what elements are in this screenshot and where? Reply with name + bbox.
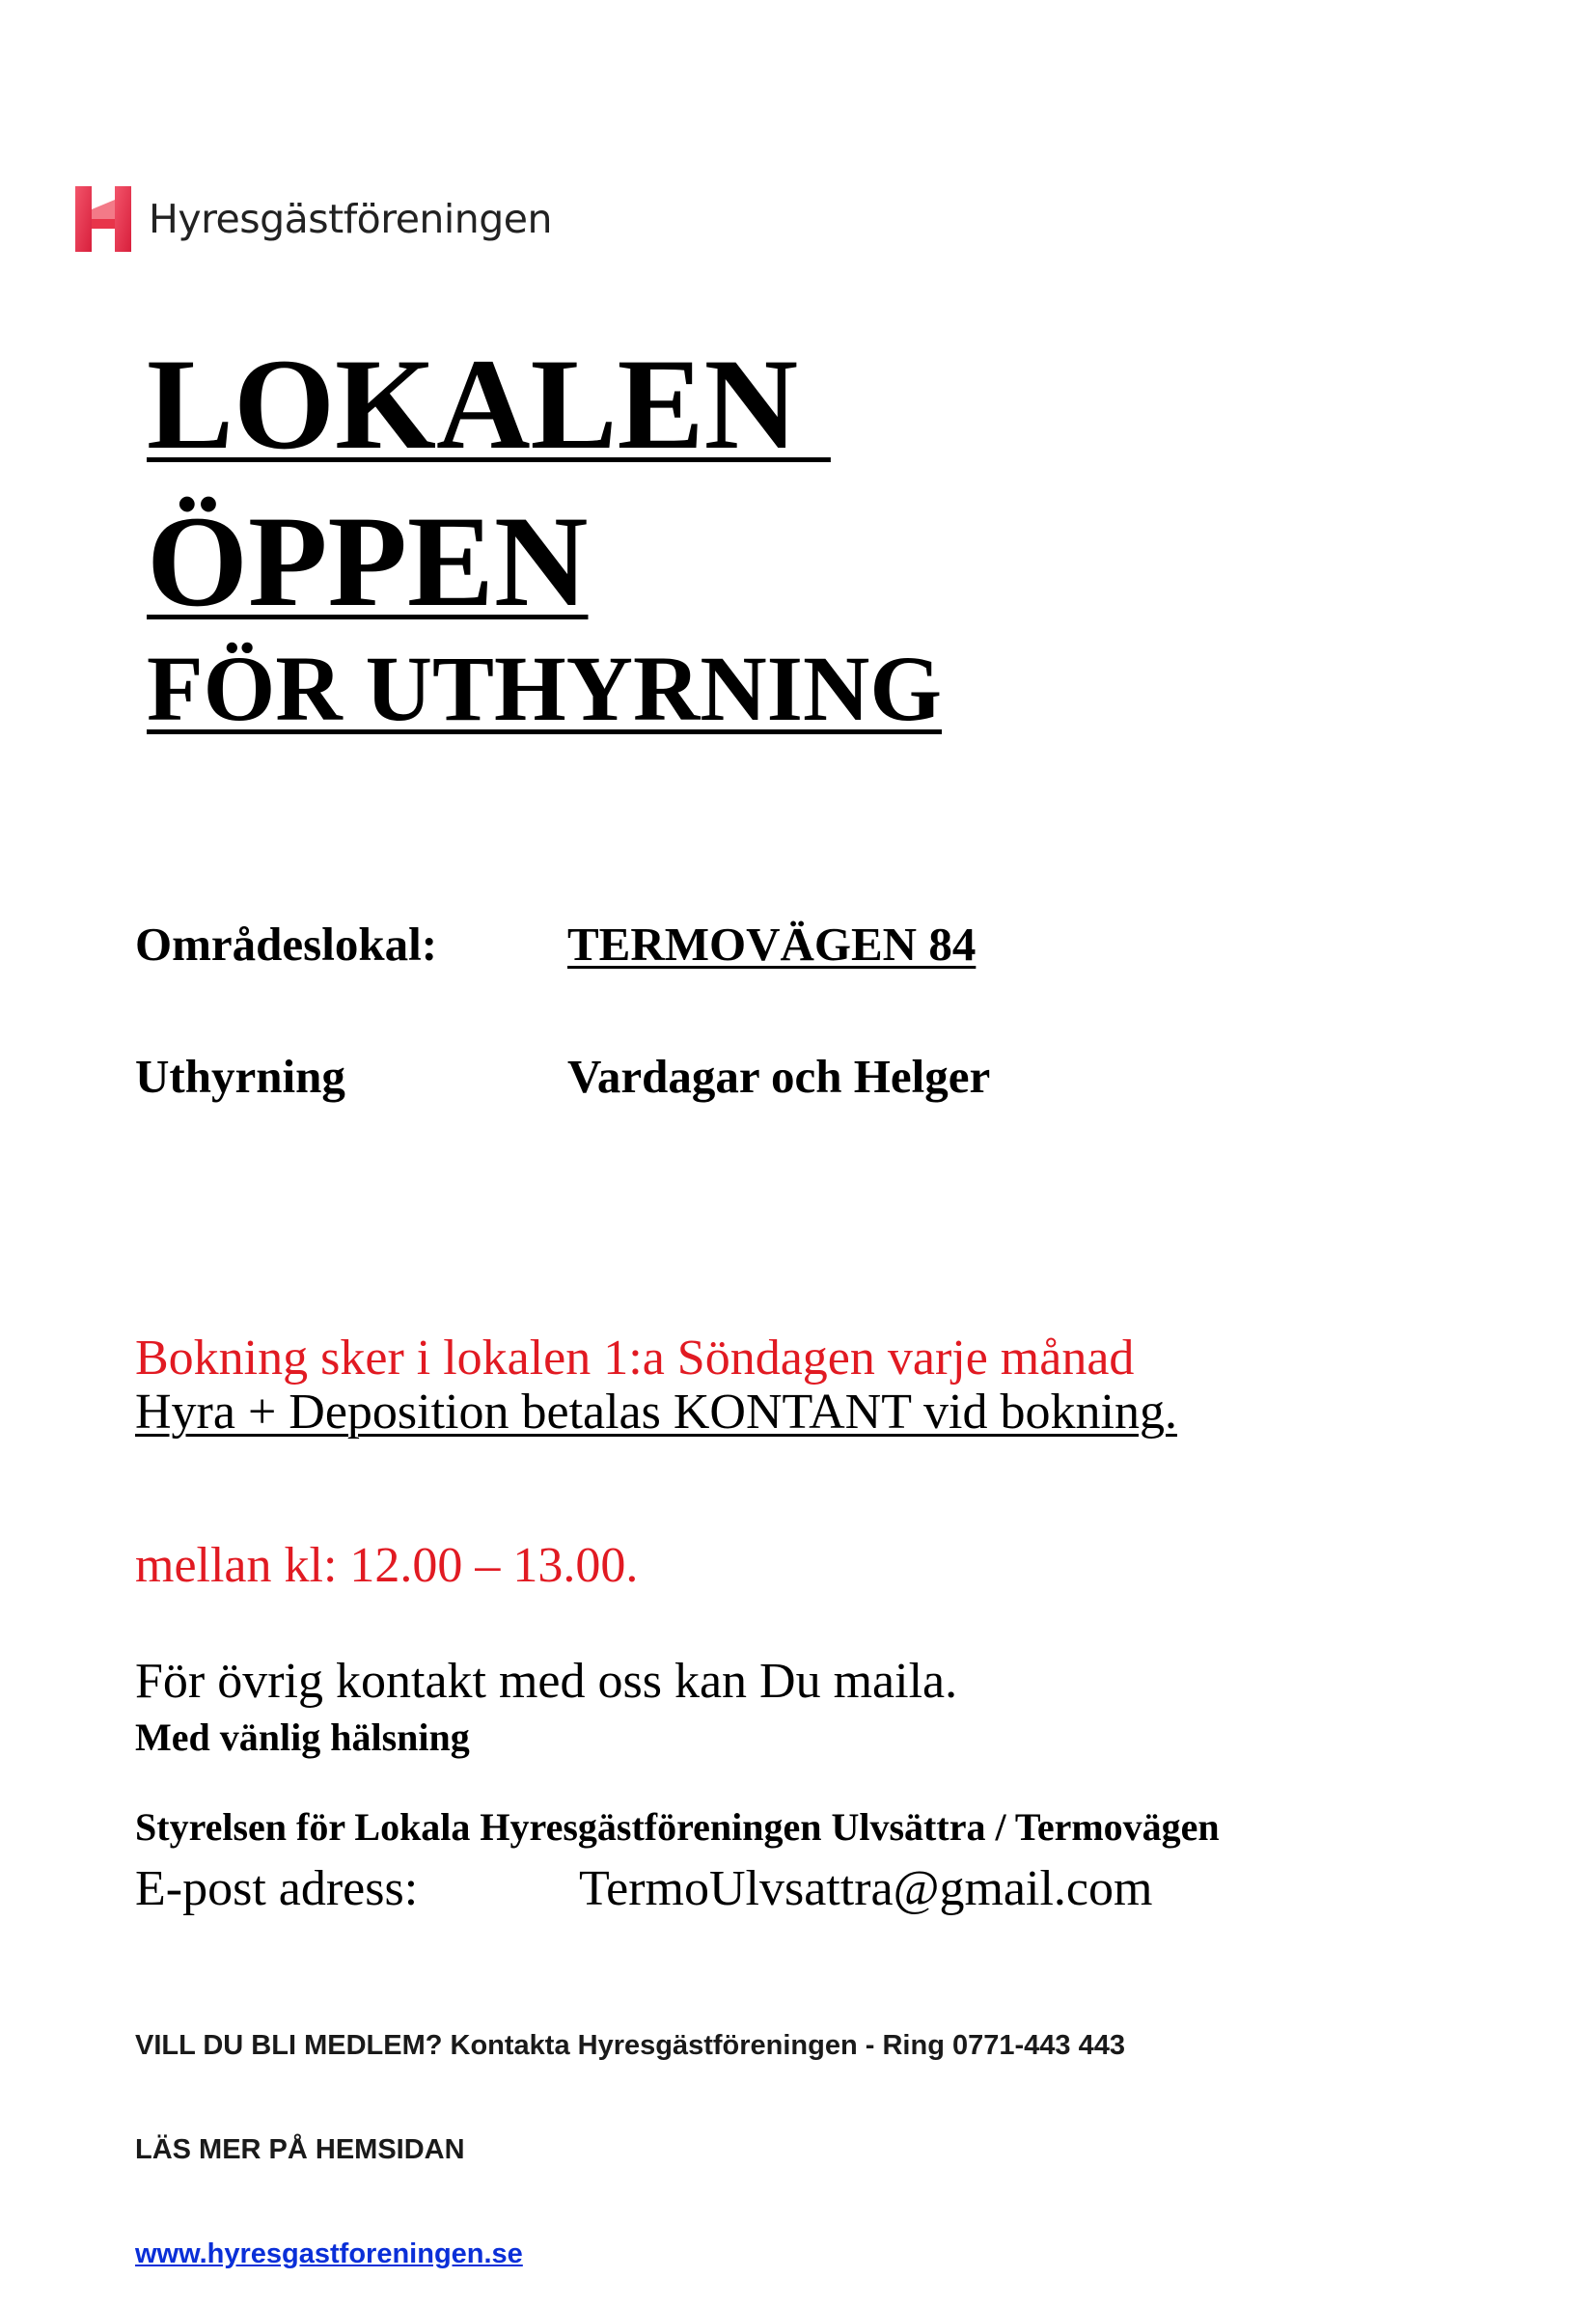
logo-wordmark: Hyresgästföreningen bbox=[149, 196, 553, 242]
omradeslokal-label: Områdeslokal: bbox=[135, 918, 438, 971]
email-row bbox=[135, 1854, 1152, 1924]
email-label: E-post adress: bbox=[135, 1860, 419, 1916]
hyra-text: Hyra + Deposition betalas KONTANT vid bokning. bbox=[135, 1385, 1177, 1440]
bokning-line-2: mellan kl: 12.00 – 13.00. bbox=[135, 1537, 639, 1593]
website-link[interactable]: www.hyresgastforeningen.se bbox=[135, 2238, 523, 2269]
bokning-line-1: Bokning sker i lokalen 1:a Söndagen varje månad bbox=[135, 1330, 1135, 1386]
uthyrning-row bbox=[135, 1049, 990, 1106]
hyresgastforeningen-logo-icon bbox=[75, 186, 131, 252]
footer-line-1: VILL DU BLI MEDLEM? Kontakta Hyresgästföreningen - Ring 0771-443 443 bbox=[135, 2030, 1125, 2061]
email-address[interactable]: TermoUlvsattra@gmail.com bbox=[579, 1860, 1153, 1916]
title-line-2: ÖPPEN bbox=[147, 490, 589, 634]
signature: Styrelsen för Lokala Hyresgästföreningen Ulvsättra / Termovägen bbox=[135, 1805, 1220, 1849]
greeting: Med vänlig hälsning bbox=[135, 1716, 470, 1759]
title-line-3: FÖR UTHYRNING bbox=[147, 637, 943, 740]
omradeslokal-row bbox=[135, 917, 976, 974]
logo bbox=[75, 186, 552, 252]
uthyrning-label: Uthyrning bbox=[135, 1050, 345, 1103]
uthyrning-value: Vardagar och Helger bbox=[567, 1050, 991, 1103]
kontakt-line-1: För övrig kontakt med oss kan Du maila. bbox=[135, 1653, 958, 1709]
omradeslokal-value: TERMOVÄGEN 84 bbox=[567, 918, 977, 971]
footer-line-2: LÄS MER PÅ HEMSIDAN bbox=[135, 2134, 465, 2165]
title-line-1: LOKALEN bbox=[147, 333, 831, 477]
footer bbox=[135, 1959, 1125, 2306]
